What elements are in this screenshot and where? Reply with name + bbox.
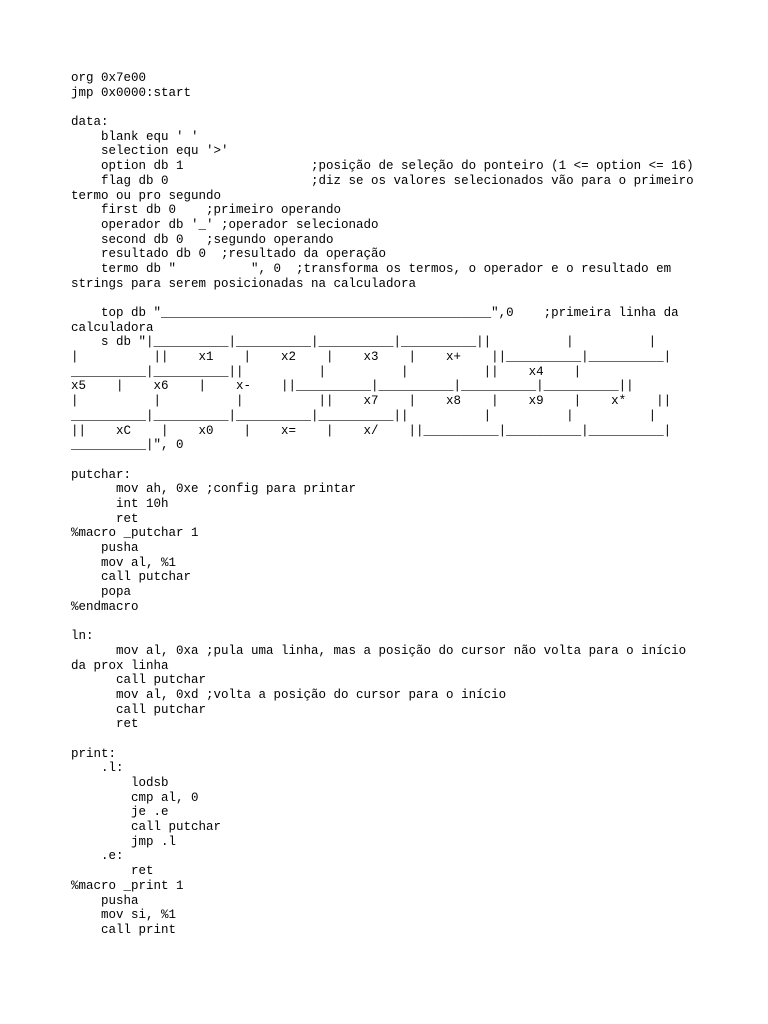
document-page (71, 71, 711, 938)
code-line: operador db '_' ;operador selecionado (71, 217, 379, 232)
code-line: mov al, 0xd ;volta a posição do cursor para o início (71, 687, 507, 702)
code-line: lodsb (71, 776, 169, 790)
code-line: || xC | x0 | x= | x/ ||__________|__________|__________| (71, 423, 672, 438)
code-line: | || x1 | x2 | x3 | x+ ||__________|__________| (71, 350, 672, 365)
code-line: strings para serem posicionadas na calculadora (71, 276, 417, 291)
code-line: %macro _putchar 1 (71, 526, 199, 541)
code-line: ln: (71, 629, 94, 644)
code-line: popa (71, 585, 132, 600)
code-line: x5 | x6 | x- ||__________|__________|__________|__________|| (71, 379, 634, 394)
code-line: calculadora (71, 320, 154, 335)
code-line: jmp 0x0000:start (71, 85, 192, 100)
code-line: je .e (71, 805, 169, 820)
code-line: mov si, %1 (71, 908, 177, 923)
code-line: resultado db 0 ;resultado da operação (71, 247, 387, 262)
code-line: .l: (71, 761, 124, 776)
code-line: __________|__________|| | | || x4 | (71, 364, 582, 379)
code-line: call putchar (71, 820, 222, 835)
code-line: s db "|__________|__________|__________|__________|| | | (71, 335, 657, 350)
code-line: __________|__________|__________|__________|| | | | (71, 408, 657, 423)
code-line: .e: (71, 849, 124, 864)
code-line: __________|", 0 (71, 438, 184, 453)
code-line: | | | || x7 | x8 | x9 | x* || (71, 394, 672, 409)
code-line: mov ah, 0xe ;config para printar (71, 482, 357, 497)
code-line: int 10h (71, 496, 169, 511)
code-line (71, 732, 711, 747)
code-line: ret (71, 717, 139, 732)
code-line: jmp .l (71, 834, 177, 849)
code-line: %macro _print 1 (71, 878, 184, 893)
code-line: ret (71, 511, 139, 526)
code-line: org 0x7e00 (71, 71, 147, 85)
code-line: mov al, 0xa ;pula uma linha, mas a posição do cursor não volta para o início (71, 643, 687, 658)
code-line: ret (71, 864, 154, 879)
code-line: second db 0 ;segundo operando (71, 232, 334, 247)
code-line: termo db " ", 0 ;transforma os termos, o operador e o resultado em (71, 261, 672, 276)
code-line (71, 614, 711, 629)
code-line: top db "____________________________________________",0 ;primeira linha da (71, 306, 679, 320)
code-line (71, 100, 711, 115)
code-line: selection equ '>' (71, 144, 229, 159)
code-line: da prox linha (71, 658, 169, 673)
code-line (71, 291, 711, 306)
code-line: cmp al, 0 (71, 790, 199, 805)
code-line: putchar: (71, 467, 132, 482)
code-line: data: (71, 115, 109, 130)
code-line (71, 453, 711, 468)
code-line: flag db 0 ;diz se os valores selecionados vão para o primeiro (71, 173, 694, 188)
code-line: print: (71, 746, 117, 761)
code-line: call putchar (71, 570, 192, 585)
code-line: blank equ ' ' (71, 129, 199, 144)
code-line: %endmacro (71, 599, 139, 614)
code-line: call putchar (71, 702, 207, 717)
code-line: call print (71, 922, 177, 937)
code-line: pusha (71, 893, 139, 908)
code-line: first db 0 ;primeiro operando (71, 203, 342, 218)
code-line: call putchar (71, 673, 207, 688)
code-line: pusha (71, 541, 139, 555)
code-line: termo ou pro segundo (71, 188, 222, 203)
code-listing (71, 71, 711, 938)
code-line: mov al, %1 (71, 555, 177, 570)
code-line: option db 1 ;posição de seleção do ponteiro (1 <= option <= 16) (71, 159, 694, 174)
